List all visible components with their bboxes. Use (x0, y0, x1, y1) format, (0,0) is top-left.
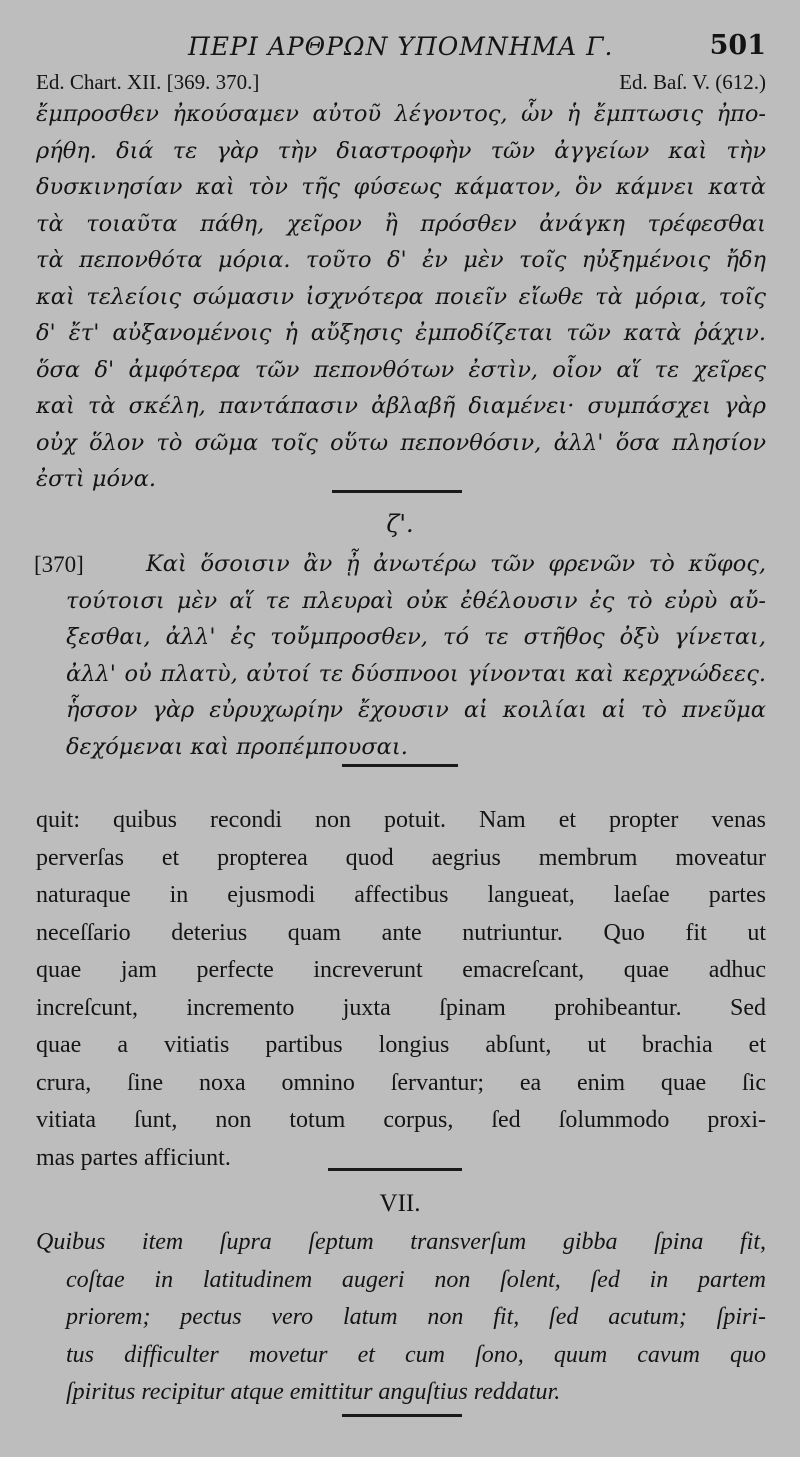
greek-commentary-line: δυσκινησίαν καὶ τὸν τῆς φύσεως κάματον, ὃν κάμνει κατὰ (36, 174, 766, 200)
greek-commentary-line: ἔμπροσθεν ἠκούσαμεν αὐτοῦ λέγοντος, ὧν ἡ ἔμπτωσις ἠπο- (36, 101, 766, 127)
greek-commentary-line: ἐστὶ μόνα. (36, 466, 157, 492)
hippocrates-text-line: δεχόμεναι καὶ προπέμπουσαι. (66, 733, 408, 760)
latin-commentary-line: mas partes afficiunt. (36, 1144, 231, 1171)
greek-commentary-line: καὶ τελείοις σώμασιν ἰσχνότερα ποιεῖν εἴωθε τὰ μόρια, τοῖς (36, 283, 766, 310)
greek-commentary-line: οὐχ ὅλον τὸ σῶμα τοῖς οὕτω πεπονθόσιν, ἀλλ' ὅσα πλησίον (36, 429, 766, 456)
page-number: 501 (709, 30, 766, 61)
hippocrates-text-line: ξεσθαι, ἀλλ' ἐς τοὔμπροσθεν, τό τε στῆθος ὀξὺ γίνεται, (66, 624, 766, 650)
latin-commentary (36, 802, 766, 1177)
hippocrates-text-line: Καὶ ὅσοισιν ἂν ᾖ ἀνωτέρω τῶν φρενῶν τὸ κῦφος, (146, 551, 766, 577)
latin-commentary-line: neceſſario deterius quam ante nutriuntur. Quo fit ut (36, 919, 766, 946)
latin-translation-line: priorem; pectus vero latum non fit, ſed acutum; ſpiri- (66, 1304, 766, 1330)
latin-translation-line: tus difficulter movetur et cum ſono, quum cavum quo (66, 1341, 766, 1368)
greek-commentary-line: ρήθη. διά τε γὰρ τὴν διαστροφὴν τῶν ἀγγείων καὶ τὴν (36, 137, 766, 164)
greek-commentary-line: ὅσα δ' ἀμφότερα τῶν πεπονθότων ἐστὶν, οἷον αἵ τε χεῖρες (36, 356, 766, 383)
edition-basel-ref: Ed. Baſ. V. (612.) (619, 70, 766, 94)
latin-commentary-line: naturaque in ejusmodi affectibus langueat, laeſae partes (36, 882, 766, 908)
latin-section-number: VII. (379, 1190, 421, 1217)
latin-commentary-line: quit: quibus recondi non potuit. Nam et propter venas (36, 807, 766, 833)
hippocrates-text (66, 583, 766, 766)
latin-translation-line: Quibus item ſupra ſeptum transverſum gibba ſpina fit, (36, 1229, 766, 1255)
hippocrates-text-line: τούτοισι μὲν αἵ τε πλευραὶ οὐκ ἐθέλουσιν ἐς τὸ εὐρὺ αὔ- (66, 587, 766, 614)
latin-commentary-line: crura, ſine noxa omnino ſervantur; ea enim quae ſic (36, 1069, 766, 1096)
hippocrates-text-line: ἧσσον γὰρ εὐρυχωρίην ἔχουσιν αἱ κοιλίαι αἱ τὸ πνεῦμα (66, 697, 766, 723)
latin-translation (66, 1262, 766, 1412)
hippocrates-text-first-line (146, 546, 766, 583)
latin-commentary-line: vitiata ſunt, non totum corpus, ſed ſolummodo proxi- (36, 1107, 766, 1133)
greek-commentary-line: δ' ἔτ' αὐξανομένοις ἡ αὔξησις ἐμποδίζεται τῶν κατὰ ῥάχιν. (36, 320, 766, 346)
edition-chartier-ref: Ed. Chart. XII. [369. 370.] (36, 70, 260, 94)
greek-commentary-line: τὰ τοιαῦτα πάθη, χεῖρον ἢ πρόσθεν ἀνάγκη τρέφεσθαι (36, 210, 766, 237)
greek-commentary (36, 96, 766, 498)
latin-translation-first-line (36, 1224, 766, 1262)
greek-section-number: ζ'. (386, 510, 414, 538)
section-divider (332, 490, 462, 493)
greek-commentary-line: τὰ πεπονθότα μόρια. τοῦτο δ' ἐν μὲν τοῖς ηὐξημένοις ἤδη (36, 247, 766, 273)
running-head (0, 30, 800, 66)
running-title: ΠΕΡΙ ΑΡΘΡΩΝ ΥΠΟΜΝΗΜΑ Γ. (188, 32, 614, 61)
section-divider (328, 1168, 462, 1171)
section-divider (342, 1414, 462, 1417)
latin-commentary-line: perverſas et propterea quod aegrius membrum moveatur (36, 844, 766, 871)
latin-translation-line: ſpiritus recipitur atque emittitur anguſtius reddatur. (66, 1379, 561, 1405)
greek-commentary-line: καὶ τὰ σκέλη, παντάπασιν ἀβλαβῆ διαμένει· συμπάσχει γὰρ (36, 393, 766, 419)
latin-translation-line: coſtae in latitudinem augeri non ſolent, ſed in partem (66, 1266, 766, 1293)
verse-marker: [370] (34, 552, 84, 577)
section-divider (342, 764, 458, 767)
hippocrates-text-line: ἀλλ' οὐ πλατὺ, αὐτοί τε δύσπνοοι γίνονται καὶ κερχνώδεες. (66, 660, 766, 687)
latin-commentary-line: quae a vitiatis partibus longius abſunt, ut brachia et (36, 1032, 766, 1058)
latin-commentary-line: quae jam perfecte increverunt emacreſcant, quae adhuc (36, 957, 766, 983)
latin-commentary-line: increſcunt, incremento juxta ſpinam prohibeantur. Sed (36, 994, 766, 1021)
